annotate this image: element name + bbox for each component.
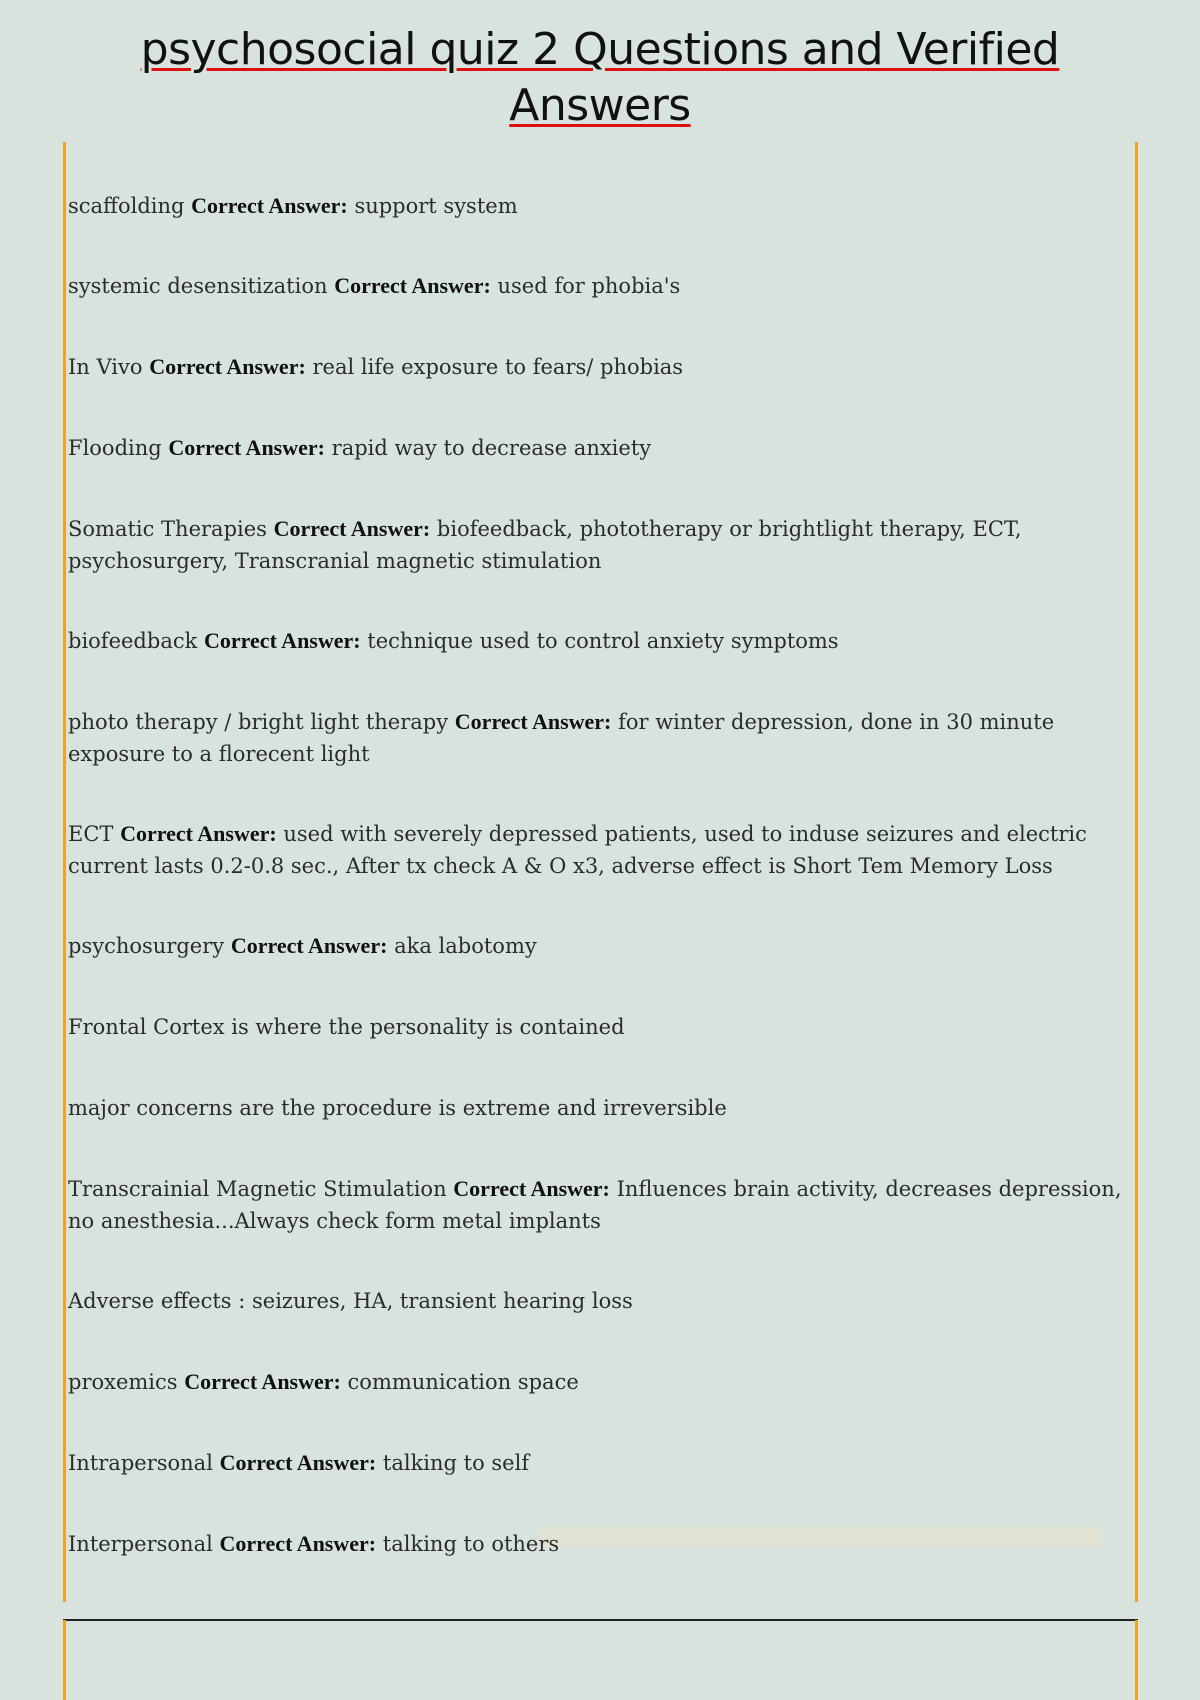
qa-entry [68,1173,1130,1237]
correct-answer-label: Correct Answer: [219,1531,377,1556]
qa-term: ECT [68,822,114,846]
qa-term: In Vivo [68,355,143,379]
qa-term: proxemics [68,1370,178,1394]
qa-answer: aka labotomy [394,934,537,958]
correct-answer-label: Correct Answer: [120,821,277,846]
qa-answer: communication space [347,1370,579,1394]
qa-answer: used for phobia's [497,274,681,298]
correct-answer-label: Correct Answer: [149,354,306,379]
qa-term: scaffolding [68,194,185,218]
qa-answer: talking to self [382,1451,530,1475]
right-border-rule-lower [1135,1620,1138,1700]
qa-entry [68,432,1130,464]
qa-answer: Influences brain activity, decreases depression, no anesthesia...Always check form metal implants [68,1177,1122,1233]
qa-term: Flooding [68,436,162,460]
qa-term: biofeedback [68,629,198,653]
correct-answer-label: Correct Answer: [334,273,491,298]
qa-entry [68,1366,1130,1398]
qa-term: Intrapersonal [68,1451,213,1475]
note-line [68,1092,1130,1124]
title-line-1: psychosocial quiz 2 Questions and Verified [140,24,1060,75]
qa-answer: used with severely depressed patients, used to induse seizures and electric current lasts 0.2-0.8 sec., After tx check A & O x3, adverse effect is Short Tem Memory Loss [68,822,1087,878]
qa-term: psychosurgery [68,934,225,958]
correct-answer-label: Correct Answer: [273,516,431,541]
qa-entry [68,351,1130,383]
qa-answer: biofeedback, phototherapy or brightlight therapy, ECT, psychosurgery, Transcranial magnetic stimulation [68,517,1022,573]
note-text: major concerns are the procedure is extreme and irreversible [68,1096,727,1120]
qa-entry [68,818,1130,882]
correct-answer-label: Correct Answer: [184,1369,341,1394]
correct-answer-label: Correct Answer: [191,193,348,218]
qa-answer: talking to others [382,1532,560,1556]
note-line [68,1285,1130,1317]
qa-entry [68,190,1130,222]
qa-term: Transcrainial Magnetic Stimulation [68,1177,447,1201]
left-border-rule-lower [63,1620,66,1700]
qa-answer: real life exposure to fears/ phobias [312,355,684,379]
correct-answer-label: Correct Answer: [454,709,612,734]
qa-entry [68,513,1130,577]
qa-entry [68,625,1130,657]
left-border-rule [63,142,66,1602]
qa-term: Somatic Therapies [68,517,267,541]
title-line-2: Answers [509,80,691,131]
qa-answer: for winter depression, done in 30 minute exposure to a florecent light [68,710,1055,766]
qa-entry [68,930,1130,962]
qa-entry [68,270,1130,302]
right-border-rule [1135,142,1138,1602]
qa-term: systemic desensitization [68,274,328,298]
qa-entry [68,1447,1130,1479]
qa-entry [68,1528,1130,1560]
note-text: Frontal Cortex is where the personality is contained [68,1015,625,1039]
correct-answer-label: Correct Answer: [230,933,388,958]
page-bottom-divider [63,1619,1138,1621]
qa-entry [68,706,1130,770]
qa-answer: rapid way to decrease anxiety [331,436,652,460]
qa-answer: support system [354,194,518,218]
qa-term: photo therapy / bright light therapy [68,710,449,734]
correct-answer-label: Correct Answer: [168,435,325,460]
document-title [0,22,1200,134]
correct-answer-label: Correct Answer: [219,1450,377,1475]
note-line [68,1011,1130,1043]
qa-answer: technique used to control anxiety symptoms [367,629,839,653]
qa-term: Interpersonal [68,1532,213,1556]
correct-answer-label: Correct Answer: [204,628,361,653]
correct-answer-label: Correct Answer: [453,1176,610,1201]
note-text: Adverse effects : seizures, HA, transient hearing loss [68,1289,633,1313]
